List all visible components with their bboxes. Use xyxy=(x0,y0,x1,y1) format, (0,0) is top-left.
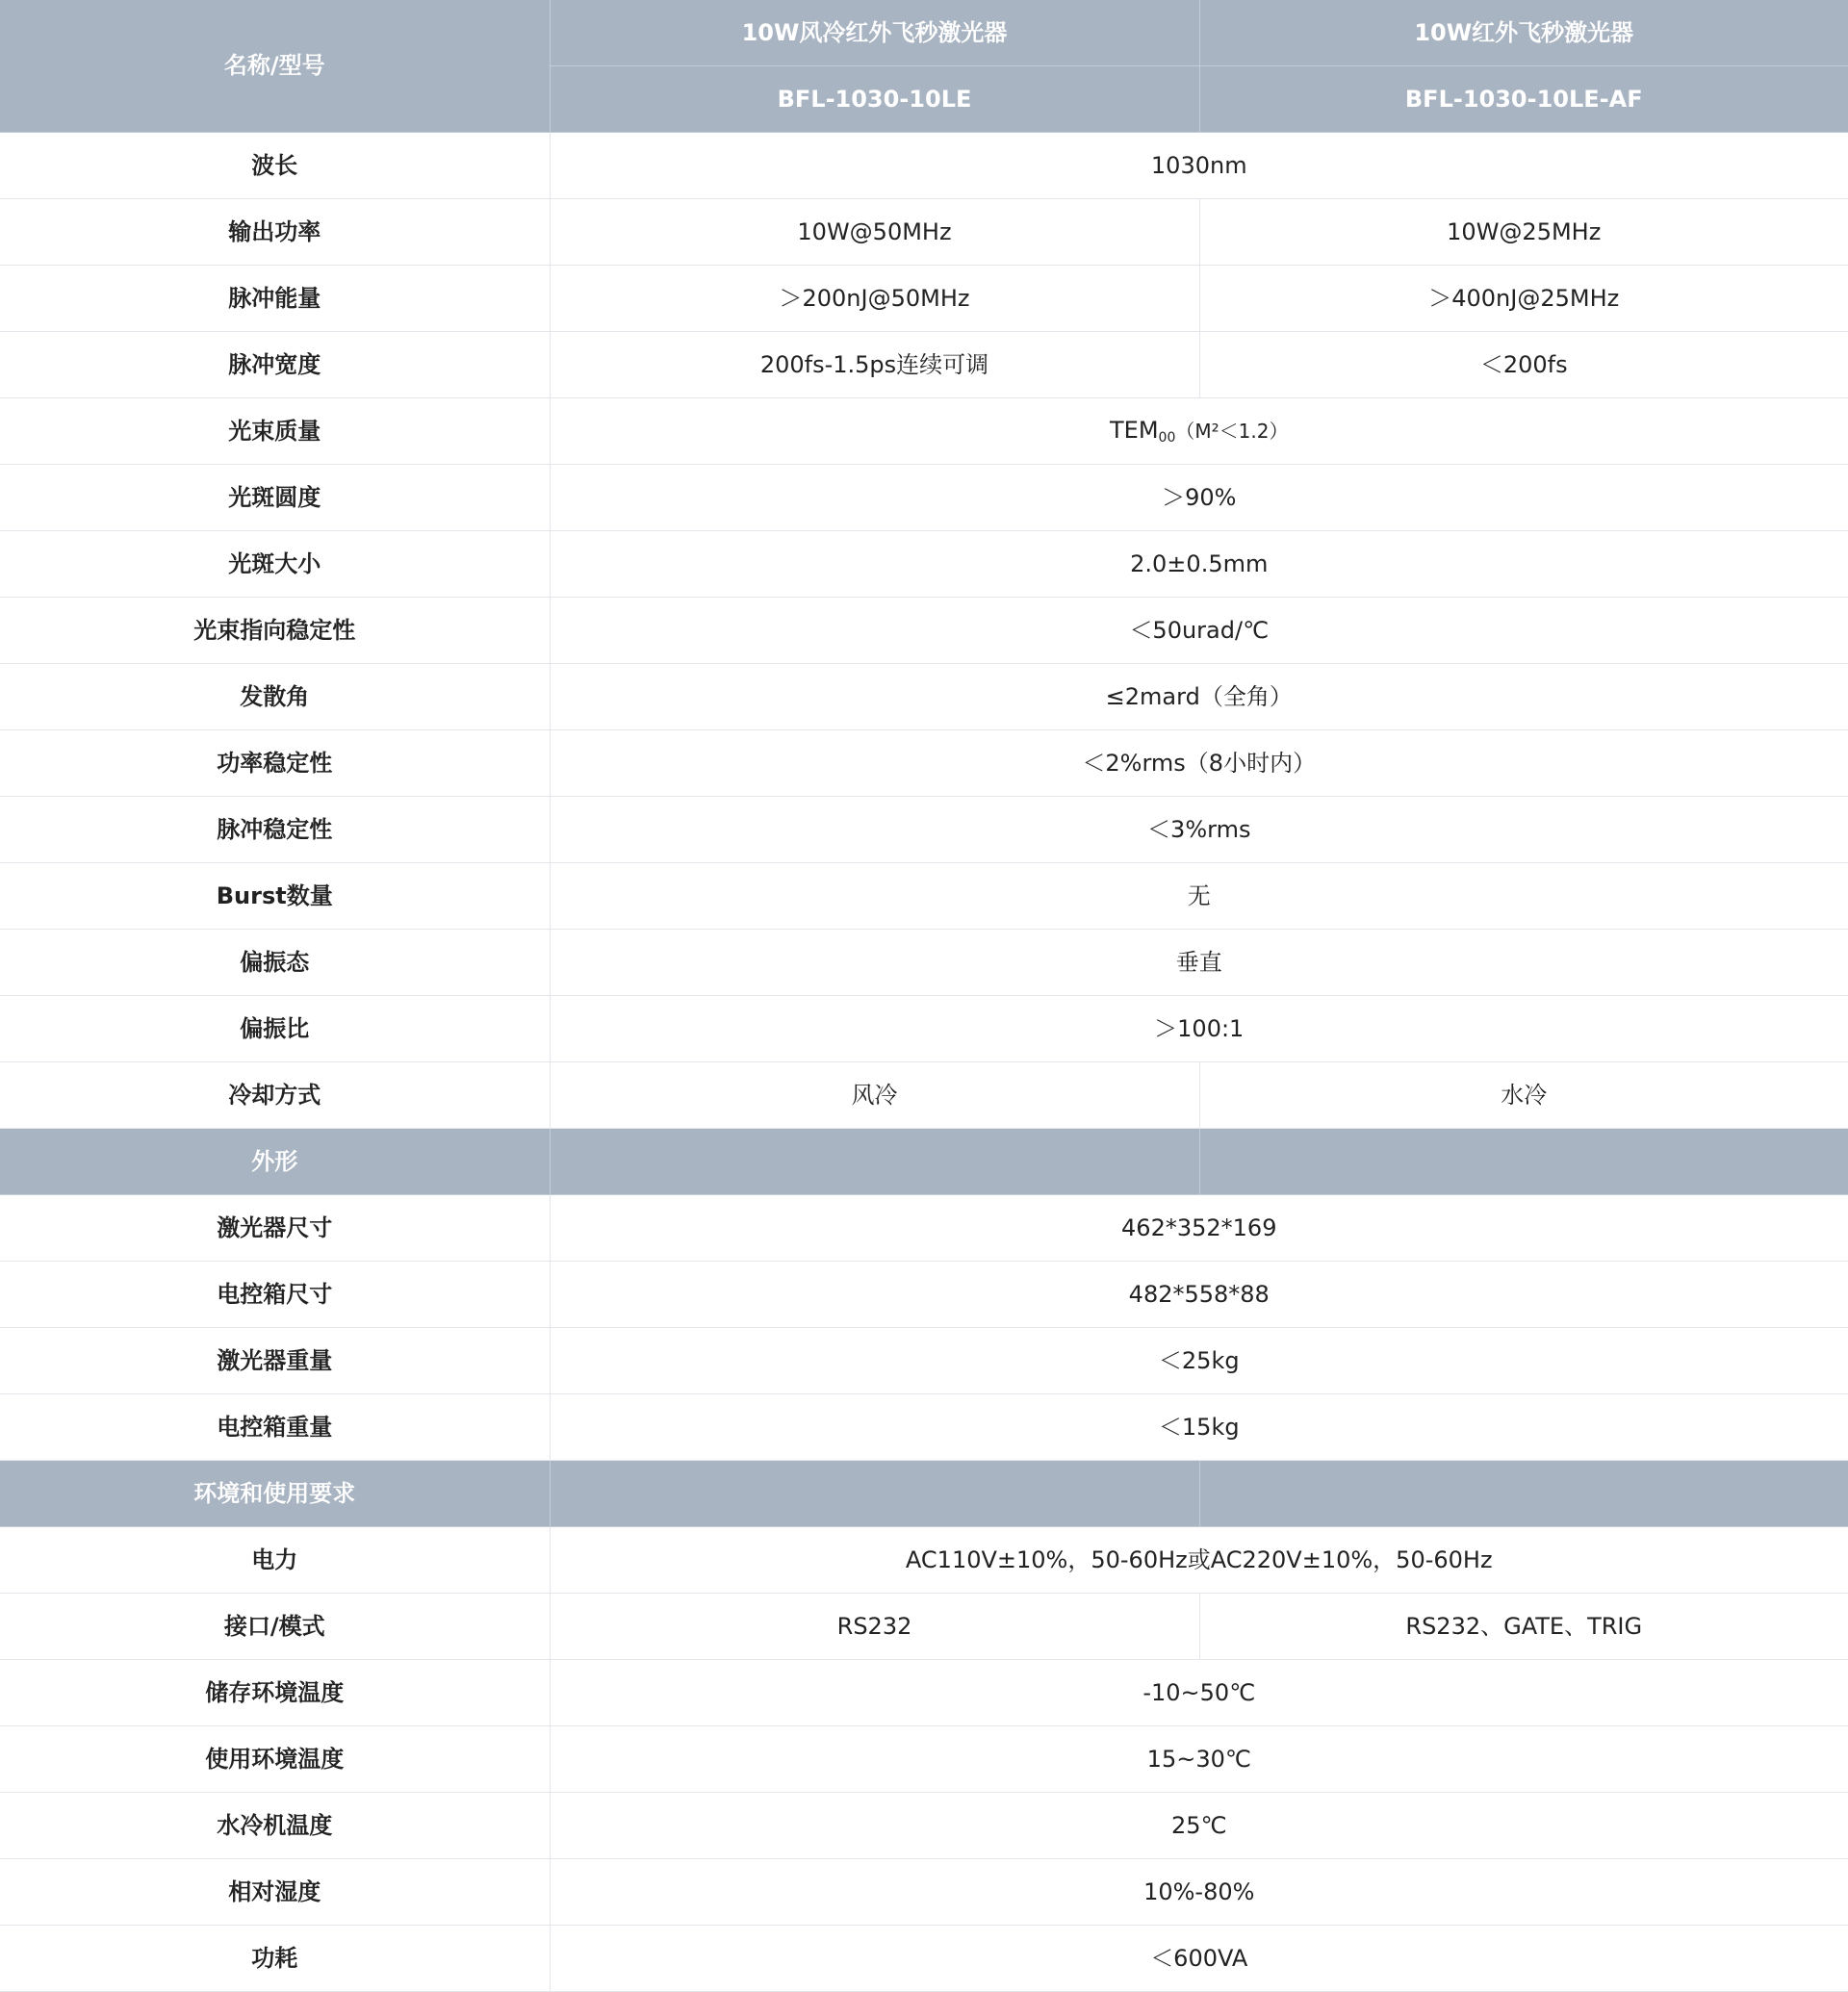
row-label: 接口/模式 xyxy=(0,1594,550,1660)
row-chiller-temp xyxy=(0,1793,1848,1859)
row-label: 发散角 xyxy=(0,664,550,730)
header-col1-name: 10W风冷红外飞秒激光器 xyxy=(550,0,1199,66)
row-value: 15~30℃ xyxy=(550,1726,1848,1793)
row-output-power xyxy=(0,199,1848,266)
row-label: 光斑大小 xyxy=(0,531,550,598)
row-wavelength xyxy=(0,133,1848,199)
row-value: 无 xyxy=(550,863,1848,930)
header-col2-model: BFL-1030-10LE-AF xyxy=(1199,66,1848,133)
row-label: 光束质量 xyxy=(0,398,550,465)
row-value-col2: ＞400nJ@25MHz xyxy=(1199,266,1848,332)
row-polarization-ratio xyxy=(0,996,1848,1062)
row-pulse-width xyxy=(0,332,1848,398)
section-title: 环境和使用要求 xyxy=(0,1461,550,1527)
row-value: ＞90% xyxy=(550,465,1848,531)
row-label: 激光器尺寸 xyxy=(0,1195,550,1262)
row-value: 482*558*88 xyxy=(550,1262,1848,1328)
row-value: ＜600VA xyxy=(550,1926,1848,1992)
row-spot-size xyxy=(0,531,1848,598)
row-value-col1: ＞200nJ@50MHz xyxy=(550,266,1199,332)
row-control-box-weight xyxy=(0,1394,1848,1461)
row-label: 功耗 xyxy=(0,1926,550,1992)
header-col2-name: 10W红外飞秒激光器 xyxy=(1199,0,1848,66)
row-value-col1: 风冷 xyxy=(550,1062,1199,1129)
row-value: -10~50℃ xyxy=(550,1660,1848,1726)
row-value-col1: RS232 xyxy=(550,1594,1199,1660)
row-label: 电力 xyxy=(0,1527,550,1594)
row-value-col2: ＜200fs xyxy=(1199,332,1848,398)
row-value: ＜3%rms xyxy=(550,797,1848,863)
section-empty-cell xyxy=(550,1461,1199,1527)
beam-quality-tail: （M²＜1.2） xyxy=(1175,419,1289,443)
row-power-consumption xyxy=(0,1926,1848,1992)
row-polarization-state xyxy=(0,930,1848,996)
row-value-col2: RS232、GATE、TRIG xyxy=(1199,1594,1848,1660)
section-empty-cell xyxy=(1199,1461,1848,1527)
header-row-names xyxy=(0,0,1848,66)
row-value: 10%-80% xyxy=(550,1859,1848,1926)
row-humidity xyxy=(0,1859,1848,1926)
header-col1-model: BFL-1030-10LE xyxy=(550,66,1199,133)
row-value: ＜25kg xyxy=(550,1328,1848,1394)
section-empty-cell xyxy=(1199,1129,1848,1195)
section-title: 外形 xyxy=(0,1129,550,1195)
row-label: 波长 xyxy=(0,133,550,199)
row-label: 脉冲宽度 xyxy=(0,332,550,398)
row-beam-quality xyxy=(0,398,1848,465)
row-value-col1: 200fs-1.5ps连续可调 xyxy=(550,332,1199,398)
row-value: ＜50urad/℃ xyxy=(550,598,1848,664)
row-pointing-stability xyxy=(0,598,1848,664)
row-operating-temp xyxy=(0,1726,1848,1793)
row-value: 25℃ xyxy=(550,1793,1848,1859)
row-value: ＜15kg xyxy=(550,1394,1848,1461)
row-label: 电控箱尺寸 xyxy=(0,1262,550,1328)
row-power-stability xyxy=(0,730,1848,797)
row-pulse-stability xyxy=(0,797,1848,863)
beam-quality-main: TEM xyxy=(1110,416,1159,444)
header-name-model-label: 名称/型号 xyxy=(0,0,550,133)
row-label: 偏振比 xyxy=(0,996,550,1062)
row-label: 输出功率 xyxy=(0,199,550,266)
row-label: 光斑圆度 xyxy=(0,465,550,531)
row-value: 462*352*169 xyxy=(550,1195,1848,1262)
row-value-col2: 10W@25MHz xyxy=(1199,199,1848,266)
section-header-environment xyxy=(0,1461,1848,1527)
row-burst-count xyxy=(0,863,1848,930)
row-divergence xyxy=(0,664,1848,730)
row-label: 偏振态 xyxy=(0,930,550,996)
section-header-shape xyxy=(0,1129,1848,1195)
row-label: 水冷机温度 xyxy=(0,1793,550,1859)
row-value: ＞100:1 xyxy=(550,996,1848,1062)
section-empty-cell xyxy=(550,1129,1199,1195)
row-label: 相对湿度 xyxy=(0,1859,550,1926)
row-label: 脉冲稳定性 xyxy=(0,797,550,863)
row-label: 使用环境温度 xyxy=(0,1726,550,1793)
row-pulse-energy xyxy=(0,266,1848,332)
row-spot-roundness xyxy=(0,465,1848,531)
row-laser-size xyxy=(0,1195,1848,1262)
row-label: Burst数量 xyxy=(0,863,550,930)
beam-quality-subscript: 00 xyxy=(1158,429,1176,446)
row-value-col1: 10W@50MHz xyxy=(550,199,1199,266)
row-laser-weight xyxy=(0,1328,1848,1394)
row-control-box-size xyxy=(0,1262,1848,1328)
row-label: 脉冲能量 xyxy=(0,266,550,332)
row-label: 功率稳定性 xyxy=(0,730,550,797)
row-interface xyxy=(0,1594,1848,1660)
row-value: ≤2mard（全角） xyxy=(550,664,1848,730)
row-storage-temp xyxy=(0,1660,1848,1726)
row-value: 垂直 xyxy=(550,930,1848,996)
row-value: ＜2%rms（8小时内） xyxy=(550,730,1848,797)
row-cooling xyxy=(0,1062,1848,1129)
row-label: 激光器重量 xyxy=(0,1328,550,1394)
row-power-supply xyxy=(0,1527,1848,1594)
row-value xyxy=(550,398,1848,465)
row-label: 冷却方式 xyxy=(0,1062,550,1129)
row-value: 1030nm xyxy=(550,133,1848,199)
row-value-col2: 水冷 xyxy=(1199,1062,1848,1129)
row-value: 2.0±0.5mm xyxy=(550,531,1848,598)
row-label: 光束指向稳定性 xyxy=(0,598,550,664)
row-value: AC110V±10%，50-60Hz或AC220V±10%，50-60Hz xyxy=(550,1527,1848,1594)
row-label: 电控箱重量 xyxy=(0,1394,550,1461)
row-label: 储存环境温度 xyxy=(0,1660,550,1726)
